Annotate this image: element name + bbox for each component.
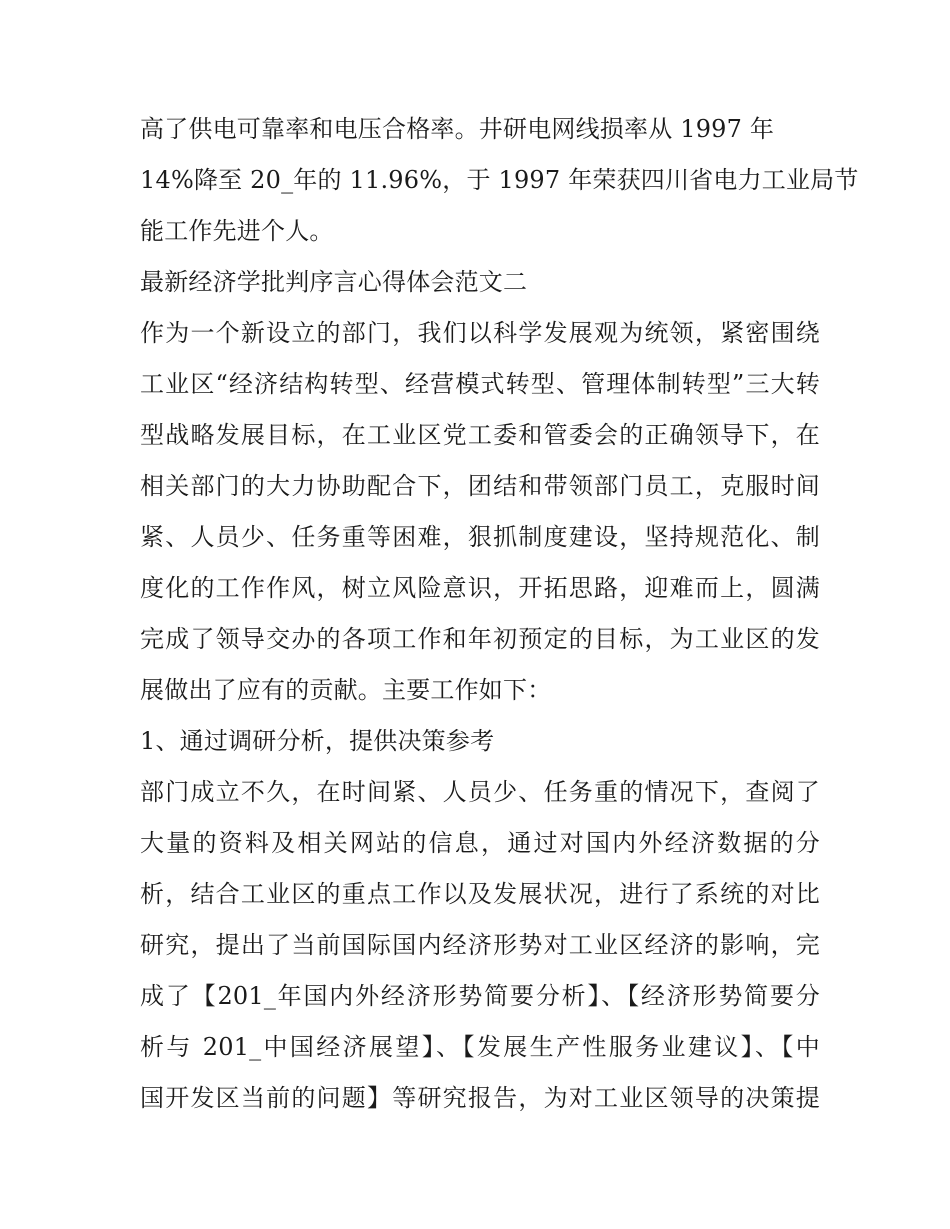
text-line: 紧、人员少、任务重等困难，狠抓制度建设，坚持规范化、制 [140,523,820,551]
text-line: 完成了领导交办的各项工作和年初预定的目标，为工业区的发 [140,625,820,653]
text-line: 作为一个新设立的部门，我们以科学发展观为统领，紧密围绕 [140,319,820,347]
text-line: 度化的工作作风，树立风险意识，开拓思路，迎难而上，圆满 [140,574,820,602]
text-line: 成了【201_年国内外经济形势简要分析】、【经济形势简要分 [140,982,820,1010]
text-line: 工业区“经济结构转型、经营模式转型、管理体制转型”三大转 [140,370,820,398]
text-line: 析，结合工业区的重点工作以及发展状况，进行了系统的对比 [140,880,820,908]
text-line: 高了供电可靠率和电压合格率。井研电网线损率从 1997 年 [140,115,775,143]
text-line: 部门成立不久，在时间紧、人员少、任务重的情况下，查阅了 [140,778,820,806]
text-line: 能工作先进个人。 [140,217,334,245]
text-line: 大量的资料及相关网站的信息，通过对国内外经济数据的分 [140,829,820,857]
text-line: 展做出了应有的贡献。主要工作如下： [140,676,552,704]
text-line: 14%降至 20_年的 11.96%，于 1997 年荣获四川省电力工业局节 [140,166,859,194]
text-line: 最新经济学批判序言心得体会范文二 [140,268,528,296]
text-line: 相关部门的大力协助配合下，团结和带领部门员工，克服时间 [140,472,820,500]
text-line: 1、通过调研分析，提供决策参考 [140,727,495,755]
document-body [140,104,859,1124]
text-line: 型战略发展目标，在工业区党工委和管委会的正确领导下，在 [140,421,820,449]
text-line: 析与 201_中国经济展望】、【发展生产性服务业建议】、【中 [140,1033,820,1061]
text-line: 国开发区当前的问题】等研究报告，为对工业区领导的决策提 [140,1084,820,1112]
text-line: 研究，提出了当前国际国内经济形势对工业区经济的影响，完 [140,931,820,959]
